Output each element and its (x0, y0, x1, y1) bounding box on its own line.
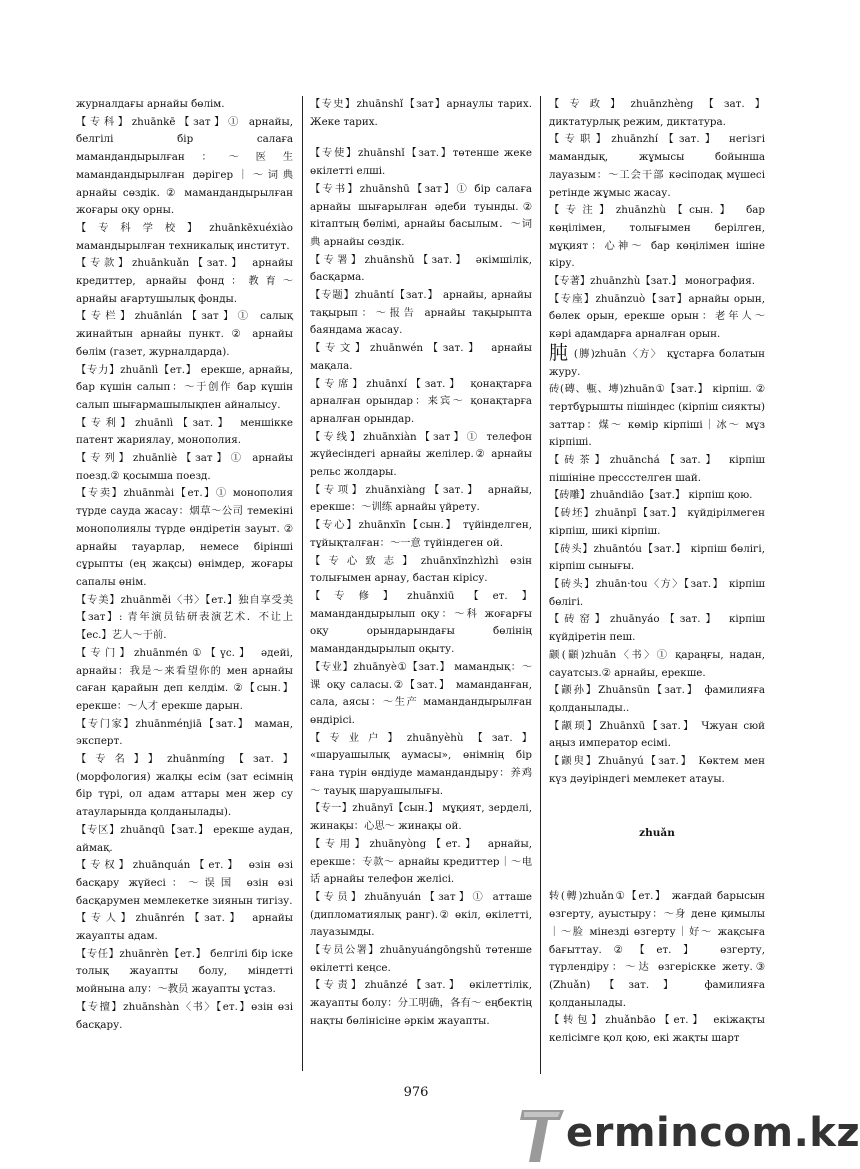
dict-entry: 【颛孙】Zhuānsūn【зат.】 фамилияға қолданылады.. (549, 684, 765, 714)
dict-entry: 【专用】zhuānyòng【ет.】 арнайы, ерекше：专款～ арнайы кредиттер｜～电话 арнайы телефон желісі. (310, 837, 532, 886)
dict-entry: 【专员】zhuānyuán【зат】① атташе (дипломатиялық ранг).② өкіл, өкілетті, лауазымды. (310, 890, 532, 939)
dict-entry: 【专线】zhuānxiàn【зат】① телефон жүйесіндегі арнайы желілер.② арнайы рельс жолдары. (310, 430, 532, 479)
section-heading: zhuǎn (639, 827, 675, 840)
dict-entry: 【专署】zhuānshǔ【зат.】 әкімшілік, басқарма. (310, 253, 532, 284)
column-2 (310, 96, 532, 1071)
dict-entry: 【专人】zhuānrén【зат.】 арнайы жауапты адам. (76, 912, 293, 943)
dict-entry: 【颛臾】Zhuānyú【зат.】 Көктем мен күз дәуіріндегі мемлекет атауы. (549, 755, 765, 785)
dict-entry: 【专史】zhuānshǐ【зат】арнаулы тарих. Жеке тарих. (310, 98, 532, 128)
dict-entry: 【专门家】zhuānménjiā【зат.】 маман, эксперт. (76, 717, 293, 748)
dict-entry: 【砖窑】zhuānyáo【зат.】 кірпіш күйдіретін пеш. (549, 613, 765, 644)
dict-entry: 【专利】zhuānlì【зат.】 меншікке патент жариялау, монополия. (76, 416, 293, 447)
dict-entry: 【专项】zhuānxiàng【зат.】 арнайы, ерекше：～训练 арнайы үйрету. (310, 483, 532, 514)
dict-entry: 【专责】zhuānzé【зат.】 өкілеттілік, жауапты болу：分工明确，各有～ еңбектің нақты бөлінісіне әркім жауапты. (310, 979, 532, 1027)
dict-entry: 【专业户】zhuānyèhù【зат.】 «шаруашылық аумасы», өнімнің бір ғана түрін өндіуде мамандандыру：养鸡～ тауық шаруашылығы. (310, 731, 532, 797)
dict-entry: 【专职】zhuānzhí【зат.】 негізгі мамандық, жұмысы бойынша лауазым：～工会干部 кәсіподақ мүшесі ретінде жұмыс жасау. (549, 133, 765, 199)
dict-entry: 【专名】】zhuānmíng【зат.】 (морфология) жалқы есім (зат есімнің бір түрі, ол адам аттары мен жер су атауларында қолданылады). (76, 753, 293, 819)
dict-entry: 【砖坯】zhuānpī【зат.】 күйдірілмеген кірпіш, шикі кірпіш. (549, 507, 765, 537)
termincom-logo (520, 1102, 860, 1168)
dict-entry: 【专座】zhuānzuò【зат】арнайы орын, бөлек орын, ерекше орын：老年人～ кәрі адамдарға арналған орын. (549, 292, 765, 341)
column-divider-2 (540, 96, 541, 1074)
dict-entry: 【专栏】zhuānlán【зат】① салық жинайтын арнайы пункт. ② арнайы бөлім (газет, журналдарда). (76, 310, 293, 358)
dict-entry: 【专科】zhuānkē【зат】① арнайы, белгілі бір салаға мамандандырылған：～医生 мамандандырылған дәрігер｜～词典 арнайы сөздік. ② мамандандырылған жоғары оқу орны. (76, 115, 293, 217)
dict-entry: 【专修】zhuānxiū【ет.】 мамандандырылып оқу：～科 жоғарғы оқу орындарындағы бөлінің мамандандырылып оқыту. (310, 589, 532, 656)
dict-entry: 【专区】zhuānqū【зат.】 ерекше аудан, аймақ. (76, 823, 293, 854)
dict-entry: 【专心致志】zhuānxīnzhìzhì өзін толығымен арнау, бастан кірісу. (310, 554, 532, 585)
dict-entry: 【专门】zhuānmén①【үс.】 әдейі, арнайы：我是～来看望你的 мен арнайы саған қарайын деп келдім. ②【сын.】 ерекше：～人才 ерекше дарын. (76, 646, 293, 712)
dict-entry: 【专政】zhuānzhèng【зат.】 диктатурлық режим, диктатура. (549, 98, 765, 128)
logo-text: ermincom.kz (566, 1110, 860, 1156)
dict-entry: 【专文】zhuānwén【зат.】 арнайы мақала. (310, 342, 532, 372)
dict-entry: 【专题】zhuāntí【зат.】 арнайы, арнайы тақырып：～报告 арнайы тақырыпта баяндама жасау. (310, 289, 532, 337)
dict-entry: 【专力】zhuānlì【ет.】 ерекше, арнайы, бар күшін салып：～于创作 бар күшін салып шығармашылықпен айналысу. (76, 363, 293, 411)
dict-entry: 砖(磚、甎、塼)zhuān①【зат.】 кірпіш. ② тертбұрышты пішіндес (кірпіш сиякты) заттар：煤～ көмір кірпіші｜冰～ мұз кірпіші. (549, 383, 765, 449)
page-number: 976 (403, 1085, 429, 1100)
dict-entry: 【专员公署】zhuānyuángōngshǔ төтенше өкілетті кеңсе. (310, 944, 532, 974)
dict-entry: 颛(顓)zhuān〈书〉① қараңғы, надан, сауатсыз.② арнайы, ерекше. (549, 648, 765, 679)
dict-entry: 【专擅】zhuānshàn〈书〉【ет.】өзін өзі басқару. (76, 1000, 293, 1031)
dict-entry: 【专美】zhuānměi〈书〉【ет.】独自享受美【зат】: 青年演员钻研表演艺术．不让上【ес.】艺人～于前. (76, 593, 293, 642)
dict-entry: 【专著】zhuānzhù【зат.】 монография. (549, 275, 756, 288)
column-3 (549, 96, 765, 1071)
dict-entry: 【专席】zhuānxí【зат.】 қонақтарға арналған орындар：来宾～ қонақтарға арналған орындар. (310, 377, 532, 425)
dict-entry: 【专款】zhuānkuǎn【зат.】 арнайы кредиттер, арнайы фонд：教育～ арнайы ағартушылық фонды. (76, 257, 293, 305)
dict-entry: 【专业】zhuānyè①【зат.】 мамандық：～课 оқу саласы.②【зат.】 маманданған, сала, аясы：～生产 мамандандырылған өндірісі. (310, 660, 532, 726)
dict-entry-headchar (549, 341, 765, 381)
dict-entry: 【颛顼】Zhuānxū【зат.】 Чжуан сюй аңыз император есімі. (549, 719, 765, 750)
dict-entry: 【专列】zhuānliè【зат】① арнайы поезд.② қосымша поезд. (76, 452, 293, 482)
dict-entry: 【砖头】zhuān·tou〈方〉【зат.】 кірпіш бөлігі. (549, 577, 765, 608)
dict-entry: 【专权】zhuānquán【ет.】 өзін өзі басқару жүйесі：～误国 өзін өзі басқарумен мемлекетке зиянын тигізу. (76, 859, 293, 907)
dict-entry: 【砖头】zhuāntóu【зат.】 кірпіш бөлігі, кірпіш сынығы. (549, 542, 765, 573)
head-character: 肫 (549, 341, 570, 364)
dict-entry: 【专心】zhuānxīn【сын.】 түйінделген, тұйықталған：～一意 түйіндеген ой. (310, 519, 532, 549)
dict-entry: 【专科学校】zhuānkēxuéxiào мамандырылған техникалық институт. (76, 221, 293, 252)
dict-entry: 【专使】zhuānshǐ【зат.】төтенше жеке өкілетті елші. (310, 147, 532, 178)
dict-entry: 【砖茶】zhuānchá【зат.】 кірпіш пішініне прессстелген шай. (549, 454, 765, 484)
logo-t-icon (520, 1106, 566, 1164)
head-character-definition: (膞)zhuān〈方〉 құстарға болатын журу. (549, 347, 765, 378)
dict-entry: 【专卖】zhuānmài【ет.】① монополия түрде сауда жасау：烟草～公司 темекіні монополиялы түрде өндіретін зауыт. ② арнайы тауарлар, немесе бірінші сұрыпты (ең жақсы) өнімдер, жоғары сапалы өнім. (76, 487, 293, 588)
dict-entry: 【专书】zhuānshū【зат】① бір салаға арнайы шығарылған әдеби туынды.② кітаптың бөлімі, арнайы басылым．～词典 арнайы сөздік. (310, 182, 532, 248)
dict-entry: 【专一】zhuānyī【сын.】 мұқият, зерделі, жинақы：心思～ жинақы ой. (310, 802, 532, 833)
dict-entry: 【转包】zhuǎnbāo【ет.】 екіжақты келісімге қол қою, екі жақты шарт (549, 1014, 765, 1045)
dict-entry: 【专注】zhuānzhù【сын.】 бар көңілімен, толығымен берілген, мұқият：心神～ бар көңілімен ішіне кіру. (549, 204, 765, 270)
column-divider-1 (302, 96, 303, 1071)
dict-entry: журналдағы арнайы бөлім. (76, 98, 225, 110)
column-1 (76, 96, 293, 1066)
dict-entry: 【专任】zhuānrèn【ет.】 белгілі бір іске толық жауапты болу, міндетті мойнына алу：～教员 жауапты ұстаз. (76, 947, 293, 996)
dict-entry: 转(轉)zhuǎn①【ет.】 жағдай барысын өзгерту, ауыстыру：～身 дене қимылы｜～脸 мінезді өзгерту｜好～ жақсыға бағыттау.②【ет.】 өзгерту, түрлендіру：～达 өзгеріскке жету.③ (Zhuǎn)【зат.】 фамилияға қолданылады. (549, 890, 765, 1009)
dict-entry: 【砖雕】zhuāndiāo【зат.】 кірпіш қою. (549, 489, 753, 502)
